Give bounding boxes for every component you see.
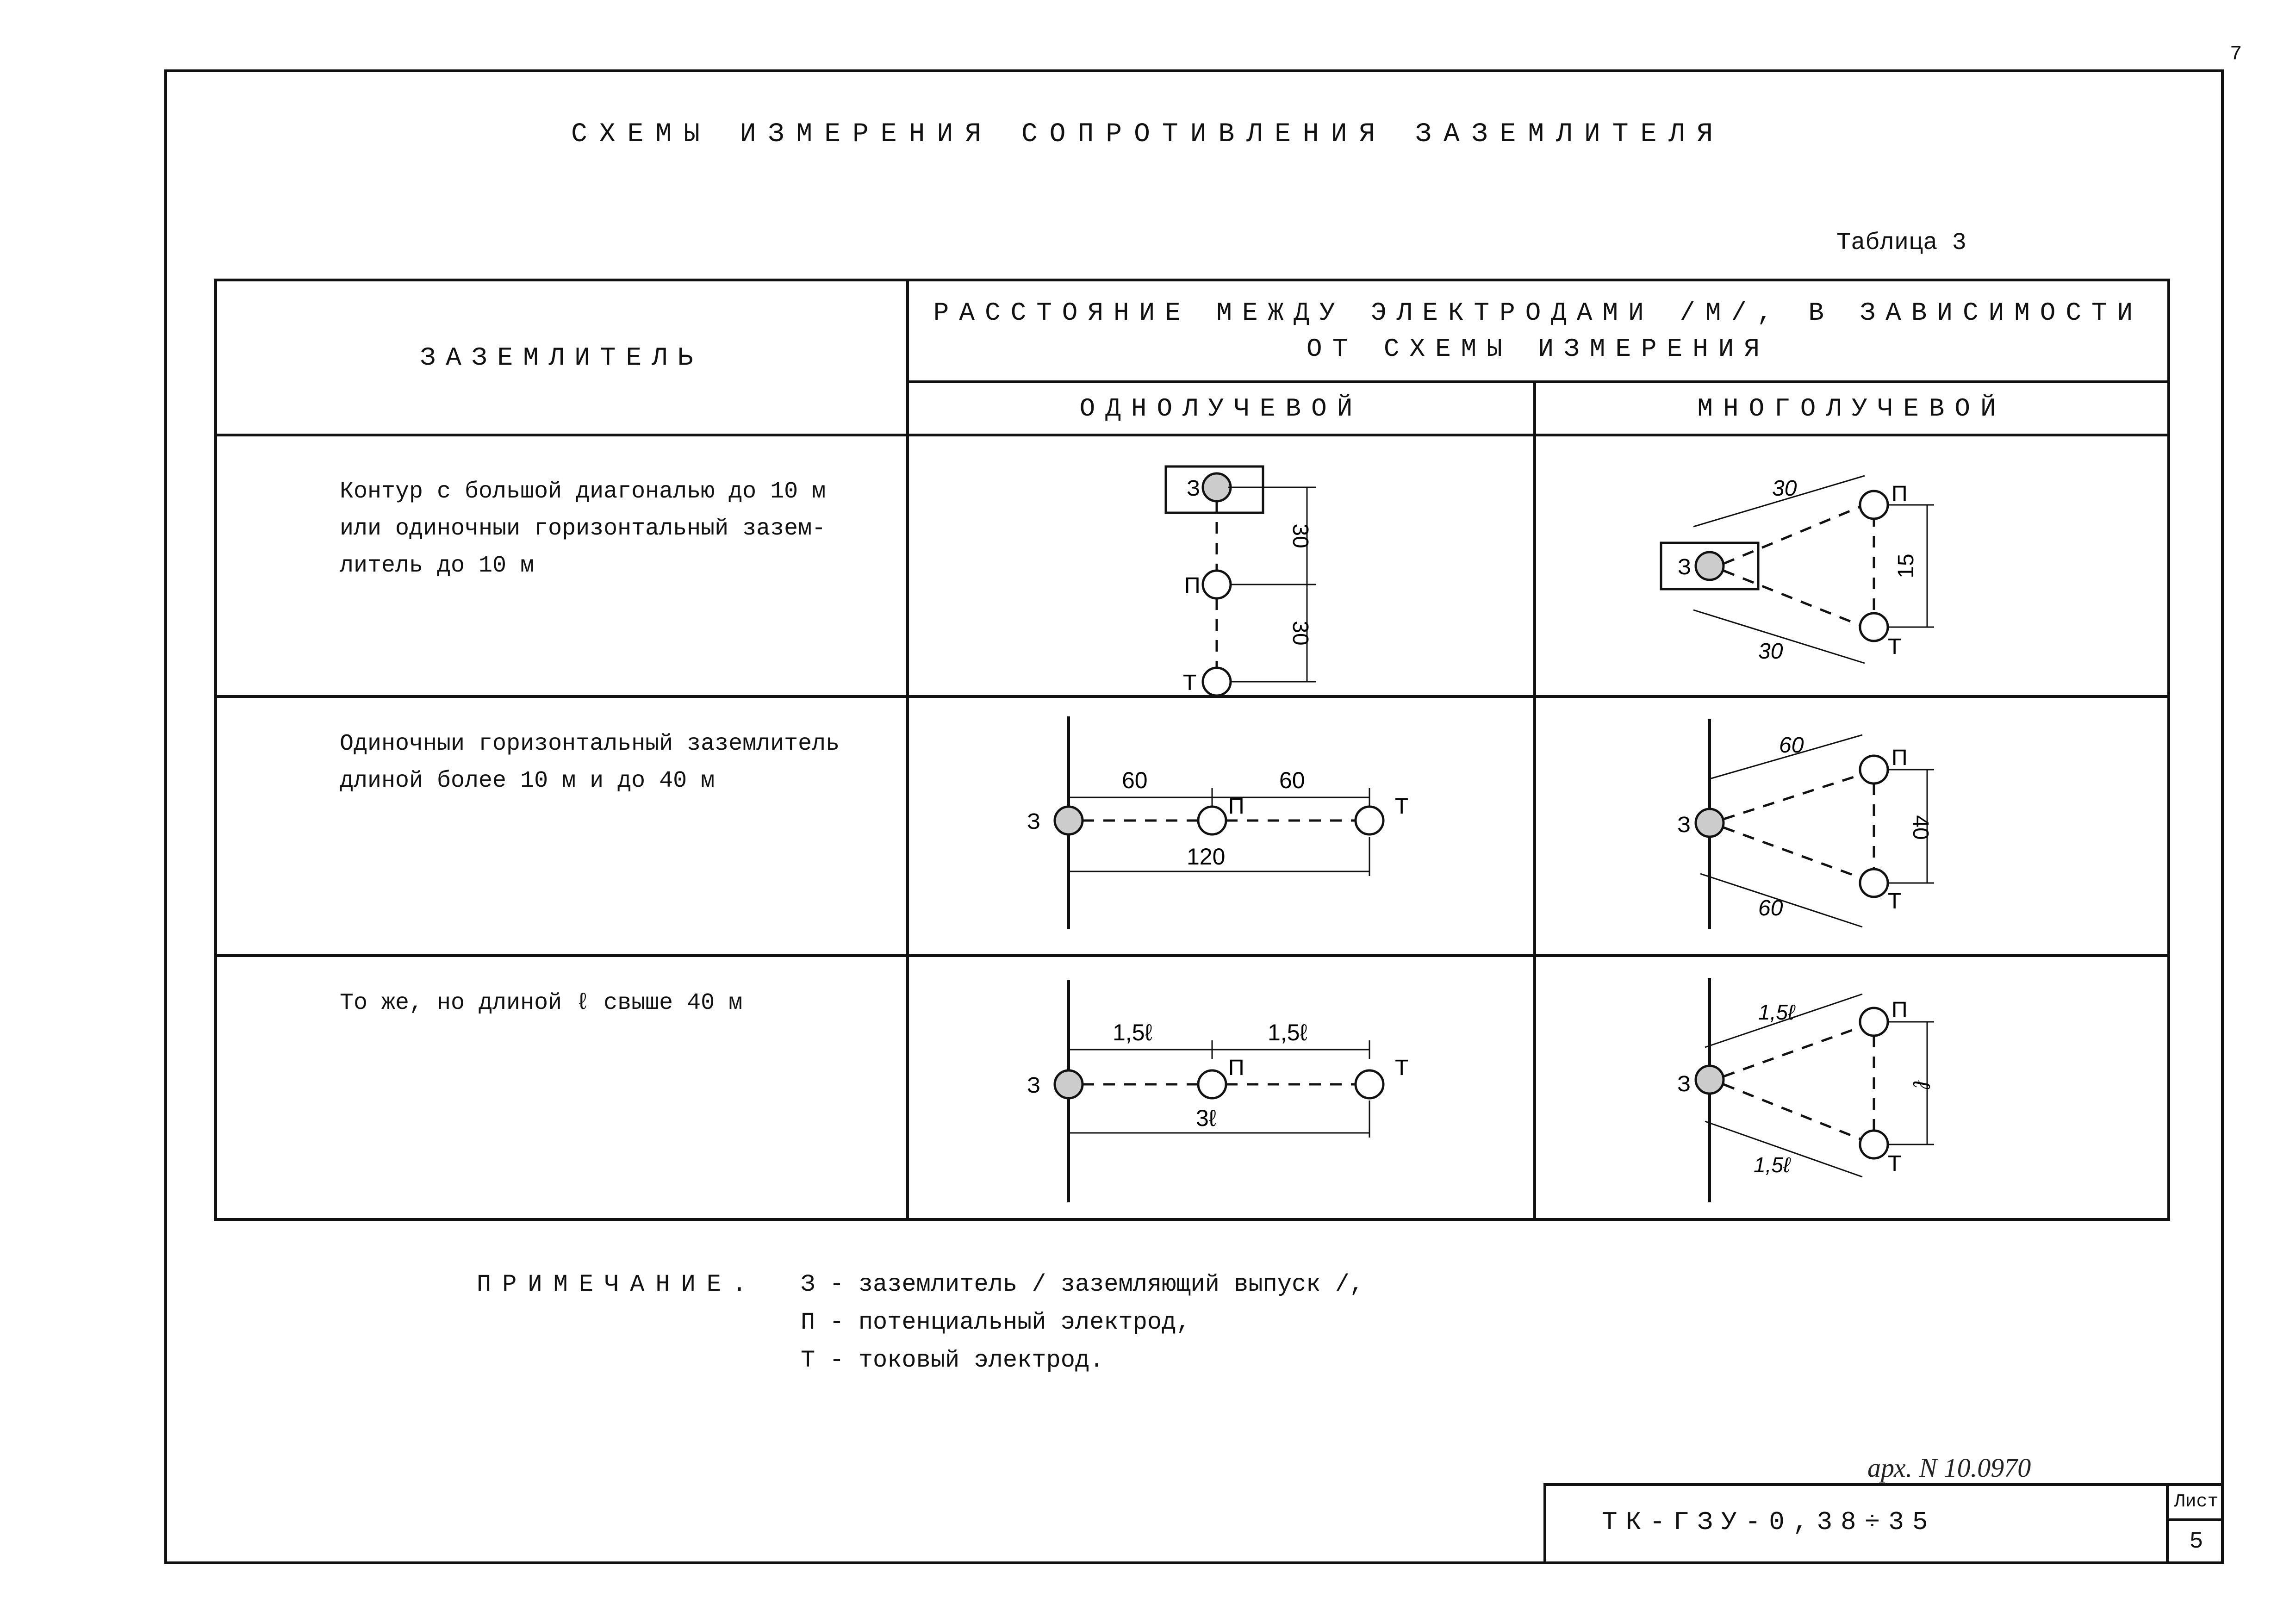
header-multi-ray: [1535, 382, 2169, 435]
label-p: П: [1892, 482, 1908, 506]
ground-electrode: [1055, 807, 1083, 834]
single-ray-diagram-2: [909, 698, 1536, 957]
multi-ray-diagram-3: [1536, 957, 2170, 1221]
row-3-line-1: То же, но длиной ℓ свыше 40 м: [340, 990, 743, 1016]
ground-electrode: [1696, 552, 1724, 580]
current-electrode: [1860, 1131, 1888, 1158]
ground-electrode: [1696, 1066, 1724, 1094]
potential-electrode: [1860, 491, 1888, 519]
current-electrode: [1356, 1070, 1383, 1098]
multi-ray-diagram-2: [1536, 698, 2170, 957]
current-electrode: [1860, 869, 1888, 897]
label-p: П: [1228, 794, 1244, 819]
current-electrode: [1356, 807, 1383, 834]
label-t: Т: [1395, 794, 1409, 819]
note-label: ПРИМЕЧАНИЕ.: [477, 1271, 758, 1298]
archive-number: арх. N 10.0970: [1867, 1453, 2031, 1483]
dim-r1: 30: [1772, 476, 1797, 501]
dim-r2: 30: [1758, 639, 1783, 664]
ray-line: [1724, 1084, 1862, 1140]
dim-total: 120: [1187, 844, 1226, 870]
dim-pt: 40: [1908, 815, 1933, 840]
row-1-multi-diagram: [1535, 435, 2169, 696]
label-t: Т: [1395, 1056, 1409, 1080]
dim-r2: 1,5ℓ: [1754, 1153, 1790, 1177]
label-t: Т: [1888, 1151, 1902, 1176]
ground-electrode: [1055, 1070, 1083, 1098]
label-z: З: [1027, 809, 1040, 834]
label-p: П: [1892, 998, 1908, 1022]
row-1-line-3: литель до 10 м: [340, 553, 535, 579]
dim-d2: 30: [1288, 621, 1313, 646]
page-number: 7: [2230, 43, 2242, 66]
ray-line: [1724, 774, 1862, 819]
label-p: П: [1892, 746, 1908, 770]
dim-d1: 60: [1122, 767, 1148, 793]
row-1-label: [216, 435, 908, 696]
label-t: Т: [1183, 671, 1197, 695]
label-z: З: [1677, 813, 1691, 837]
ray-line: [1724, 571, 1862, 626]
header-distance-label: РАССТОЯНИЕ МЕЖДУ ЭЛЕКТРОДАМИ /М/, В ЗАВИСИМОСТИ ОТ СХЕМЫ ИЗМЕРЕНИЯ: [933, 298, 2143, 364]
row-1-single-diagram: [908, 435, 1535, 696]
current-electrode: [1860, 613, 1888, 641]
label-z: З: [1677, 1072, 1691, 1096]
document-code: ТК-ГЗУ-0,38÷35: [1602, 1507, 1936, 1537]
current-electrode: [1203, 668, 1231, 696]
potential-electrode: [1203, 571, 1231, 598]
row-3-single-diagram: [908, 956, 1535, 1219]
measurement-table: [214, 279, 2170, 1221]
ground-electrode: [1203, 473, 1231, 501]
label-p: П: [1184, 573, 1201, 598]
ground-electrode: [1696, 809, 1724, 837]
sheet-cell: [2166, 1486, 2224, 1564]
note-lines: [801, 1266, 1364, 1380]
row-1-line-1: Контур с большой диагональю до 10 м: [340, 479, 826, 505]
dim-d1: 30: [1288, 523, 1313, 548]
row-2-line-2: длиной более 10 м и до 40 м: [340, 768, 715, 794]
sheet-label: Лист: [2169, 1486, 2224, 1521]
row-3-label: [216, 956, 908, 1219]
title-block: [1543, 1483, 2224, 1564]
row-3-multi-diagram: [1535, 956, 2169, 1219]
ray-line: [1724, 506, 1862, 564]
single-ray-diagram-3: [909, 957, 1536, 1221]
single-ray-diagram-1: [909, 436, 1536, 698]
dim-pt: 15: [1894, 553, 1918, 578]
dim-d2: 60: [1279, 767, 1305, 793]
header-single-ray-label: ОДНОЛУЧЕВОЙ: [1079, 393, 1363, 423]
note-line-2: П - потенциальный электрод,: [801, 1309, 1191, 1336]
dim-r1: 60: [1779, 733, 1804, 758]
table-row: [216, 696, 2169, 956]
row-2-label: [216, 696, 908, 956]
row-2-multi-diagram: [1535, 696, 2169, 956]
label-z: З: [1027, 1073, 1040, 1098]
potential-electrode: [1860, 1008, 1888, 1036]
potential-electrode: [1198, 807, 1226, 834]
label-z: З: [1678, 555, 1691, 579]
row-2-line-1: Одиночныи горизонтальный заземлитель: [340, 731, 840, 757]
dim-total: 3ℓ: [1196, 1105, 1216, 1131]
header-distance-group: [908, 280, 2169, 382]
header-zazemlitel: [216, 280, 908, 435]
dim-pt: ℓ: [1908, 1080, 1935, 1088]
row-2-single-diagram: [908, 696, 1535, 956]
table-row: [216, 956, 2169, 1219]
header-zazemlitel-label: ЗАЗЕМЛИТЕЛЬ: [420, 342, 703, 373]
sheet-value: 5: [2189, 1529, 2203, 1555]
ray-line: [1724, 827, 1862, 878]
label-t: Т: [1888, 889, 1902, 914]
label-z: З: [1187, 476, 1200, 501]
dim-d2: 1,5ℓ: [1268, 1020, 1307, 1045]
dim-r2: 60: [1758, 896, 1783, 920]
header-multi-ray-label: МНОГОЛУЧЕВОЙ: [1697, 393, 2006, 423]
note-line-3: Т - токовый электрод.: [801, 1347, 1104, 1374]
dim-r1: 1,5ℓ: [1758, 1000, 1795, 1024]
note-line-1: З - заземлитель / заземляющий выпуск /,: [801, 1271, 1364, 1298]
label-t: Т: [1888, 634, 1902, 659]
potential-electrode: [1860, 756, 1888, 784]
dim-d1: 1,5ℓ: [1113, 1020, 1152, 1045]
table-row: [216, 435, 2169, 696]
potential-electrode: [1198, 1070, 1226, 1098]
row-1-line-2: или одиночныи горизонтальный зазем-: [340, 516, 826, 542]
table-caption: Таблица 3: [1836, 229, 1966, 256]
multi-ray-diagram-1: [1536, 436, 2170, 698]
label-p: П: [1228, 1056, 1244, 1080]
header-single-ray: [908, 382, 1535, 435]
page-title: СХЕМЫ ИЗМЕРЕНИЯ СОПРОТИВЛЕНИЯ ЗАЗЕМЛИТЕЛЯ: [571, 119, 1725, 149]
